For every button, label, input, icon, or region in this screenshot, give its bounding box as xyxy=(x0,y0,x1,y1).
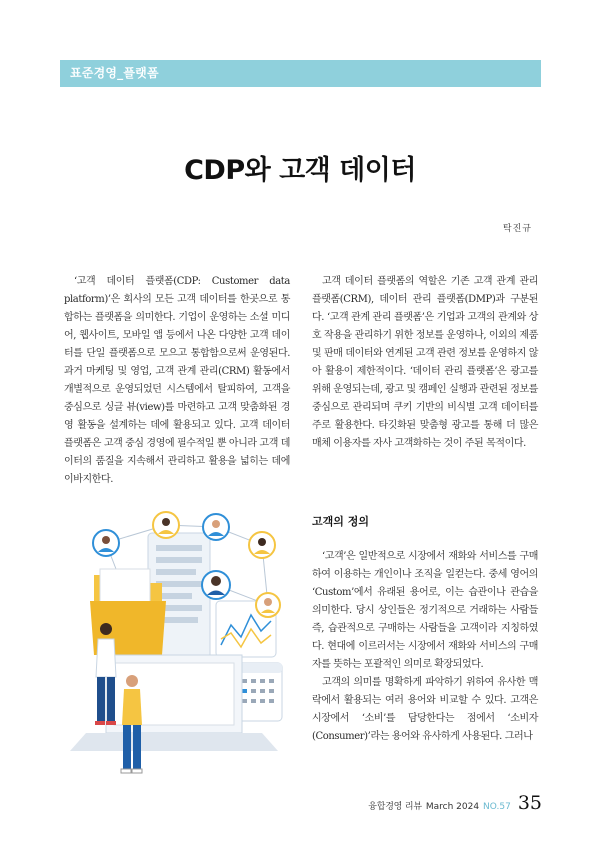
subheading: 고객의 정의 xyxy=(312,515,369,528)
magazine-name: 융합경영 리뷰 xyxy=(368,802,422,812)
page-number: 35 xyxy=(517,792,542,814)
right-column-bottom xyxy=(312,548,538,746)
user-avatar-icon xyxy=(153,512,179,538)
issue-month: March 2024 xyxy=(425,802,480,812)
person-figure xyxy=(121,675,142,773)
user-avatar-icon xyxy=(202,571,230,599)
issue-number: NO.57 xyxy=(483,802,511,812)
user-avatar-icon xyxy=(256,593,280,617)
paragraph: 고객 데이터 플랫폼의 역할은 기존 고객 관계 관리 플랫폼(CRM), 데이터 관리 플랫폼(DMP)과 구분된다. ‘고객 관계 관리 플랫폼’은 기업과 고객의 관계와 상호 작용을 관리하기 위한 정보를 운영하나, 이외의 제품 및 판매 데이터와 연계된 고객 관련 정보를 운영하지 않아 활용이 제한적이다. ‘데이터 관리 플랫폼’은 광고를 위해 운영되는데, 광고 및 캠페인 실행과 관련된 정보를 중심으로 관리되며 쿠키 기반의 비식별 고객 데이터를 주로 활용한다. 타깃화된 맞춤형 광고를 통해 더 많은 매체 이용자를 자사 고객화하는 것이 주된 목적이다. xyxy=(312,276,538,449)
paragraph: ‘고객’은 일반적으로 시장에서 재화와 서비스를 구매하여 이용하는 개인이나 조직을 일컫는다. 중세 영어의 ‘Custom’에서 유래된 용어로, 이는 습관이나 관습을 의미한다. 당시 상인들은 정기적으로 거래하는 사람들 즉, 습관적으로 구매하는 사람들을 고객이라 지칭하였다. 현대에 이르러서는 시장에서 재화와 서비스의 구매자를 뜻하는 포괄적인 의미로 확장되었다. xyxy=(312,551,538,670)
user-avatar-icon xyxy=(203,514,229,540)
customer-data-illustration xyxy=(66,505,292,781)
paragraph: 고객의 의미를 명확하게 파악하기 위하여 유사한 맥락에서 활용되는 여러 용어와 비교할 수 있다. 고객은 시장에서 ‘소비’를 담당한다는 점에서 ‘소비자(Consumer)’라는 용어와 유사하게 사용된다. 그러나 xyxy=(312,677,538,742)
left-column xyxy=(64,273,290,489)
page-footer xyxy=(368,792,542,814)
user-avatar-icon xyxy=(93,530,119,556)
article-title: CDP와 고객 데이터 xyxy=(184,155,416,186)
author-name: 탁진규 xyxy=(502,224,532,234)
paragraph: ‘고객 데이터 플랫폼(CDP: Customer data platform)’은 회사의 모든 고객 데이터를 한곳으로 통합하는 플랫폼을 의미한다. 기업이 운영하는 소셜 미디어, 웹사이트, 모바일 앱 등에서 나온 다양한 고객 데이터를 단일 플랫폼으로 모으고 통합함으로써 운영된다. 과거 마케팅 및 영업, 고객 관계 관리(CRM) 활동에서 개별적으로 운영되었던 시스템에서 탈피하여, 고객을 중심으로 싱글 뷰(view)를 마련하고 고객 맞춤화된 경영 활동을 설계하는 데에 활용되고 있다. 고객 데이터 플랫폼은 고객 중심 경영에 필수적일 뿐 아니라 고객 데이터의 품질을 지속해서 관리하고 활용을 넓히는 데에 이바지한다. xyxy=(64,276,290,485)
user-avatar-icon xyxy=(249,532,275,558)
right-column-top xyxy=(312,273,538,453)
section-banner: 표준경영_플랫폼 xyxy=(60,60,541,87)
